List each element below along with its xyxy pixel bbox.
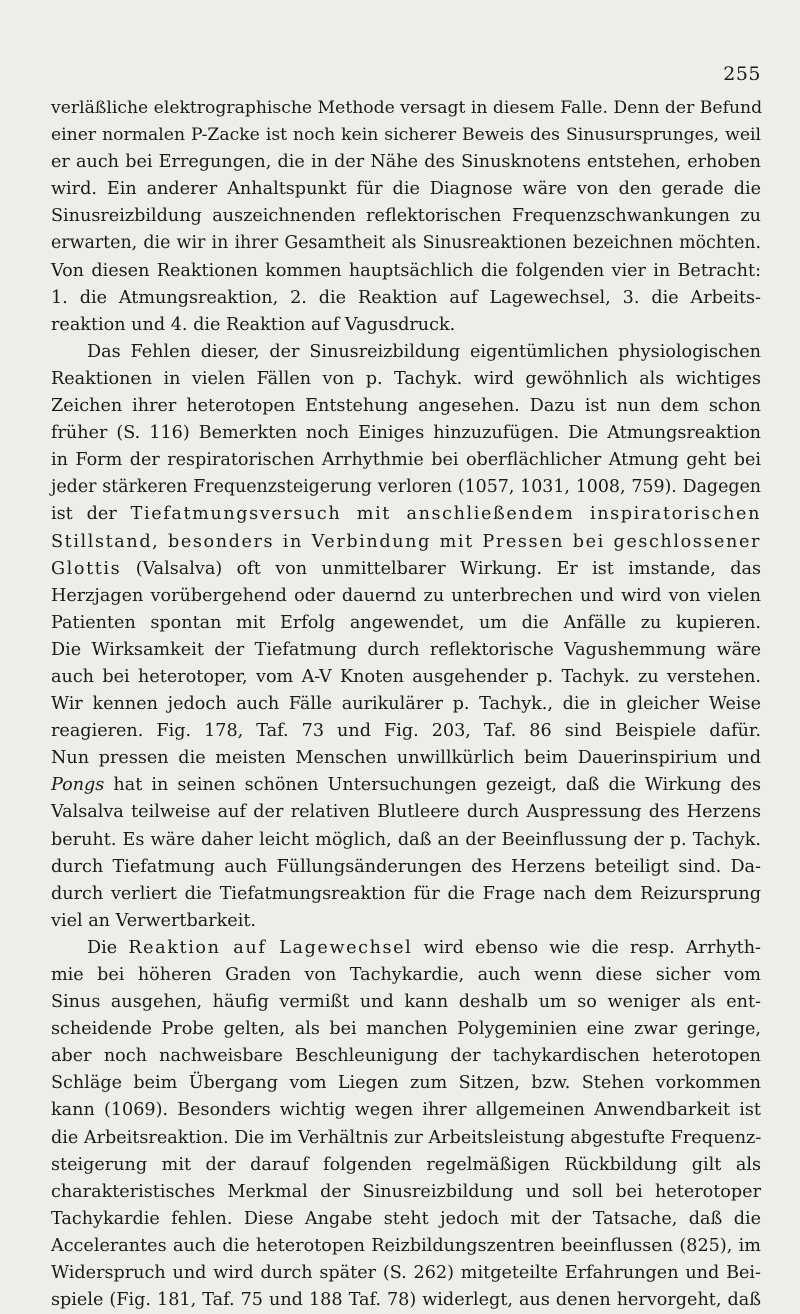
text-run: durch verliert die Tiefatmungsreaktion für die Frage nach dem Reizursprung (51, 883, 761, 904)
text-line (51, 1179, 761, 1206)
text-run: 1. die Atmungsreaktion, 2. die Reaktion auf Lagewechsel, 3. die Arbeits- (51, 287, 761, 308)
text-run: Zeichen ihrer heterotopen Entstehung angesehen. Dazu ist nun dem schon (51, 396, 761, 417)
text-line (51, 962, 761, 989)
text-line (51, 556, 761, 583)
text-line (51, 258, 761, 285)
text-run: reaktion und 4. die Reaktion auf Vagusdruck. (51, 314, 456, 335)
text-run: wird. Ein anderer Anhaltspunkt für die Diagnose wäre von den gerade die (51, 179, 761, 200)
text-run: wird ebenso wie die resp. Arrhyth- (412, 937, 761, 958)
text-run: hat in seinen schönen Untersuchungen gezeigt, daß die Wirkung des (104, 775, 761, 796)
emphasized-text: Reaktion auf Lagewechsel (128, 937, 413, 958)
text-run: Patienten spontan mit Erfolg angewendet, um die Anfälle zu kupieren. (51, 612, 761, 633)
text-line (51, 230, 761, 257)
text-run: Sinusreizbildung auszeichnenden reflektorischen Frequenzschwankungen zu (51, 206, 761, 227)
text-run: in Form der respiratorischen Arrhythmie bei oberflächlicher Atmung geht bei (51, 450, 761, 471)
text-line (51, 1152, 761, 1179)
text-line (51, 285, 761, 312)
text-line (51, 312, 761, 339)
text-run: viel an Verwertbarkeit. (51, 910, 256, 931)
text-line (51, 1070, 761, 1097)
text-line (51, 366, 761, 393)
text-run: Sinus ausgehen, häufig vermißt und kann deshalb um so weniger als ent- (51, 992, 761, 1013)
text-run: Herzjagen vorübergehend oder dauernd zu unterbrechen und wird von vielen (51, 585, 761, 606)
text-run: spiele (Fig. 181, Taf. 75 und 188 Taf. 78) widerlegt, aus denen hervorgeht, daß (51, 1290, 761, 1311)
text-run: Accelerantes auch die heterotopen Reizbildungszentren beeinflussen (825), im (51, 1235, 761, 1256)
text-run: scheidende Probe gelten, als bei manchen Polygeminien eine zwar geringe, (51, 1019, 761, 1040)
text-line (51, 203, 761, 230)
text-line (51, 637, 761, 664)
text-line (51, 583, 761, 610)
text-run: früher (S. 116) Bemerkten noch Einiges hinzuzufügen. Die Atmungsreaktion (51, 423, 761, 444)
text-run: Die Wirksamkeit der Tiefatmung durch reflektorische Vagushemmung wäre (51, 639, 761, 660)
text-run: Wir kennen jedoch auch Fälle aurikulärer p. Tachyk., die in gleicher Weise (51, 694, 761, 715)
text-line (51, 827, 761, 854)
text-line (51, 610, 761, 637)
text-line (51, 501, 761, 528)
text-line (51, 1125, 761, 1152)
text-run: Die (87, 937, 129, 958)
text-run: erwarten, die wir in ihrer Gesamtheit als Sinusreaktionen bezeichnen möchten. (51, 233, 761, 254)
text-line (51, 176, 761, 203)
text-run: charakteristisches Merkmal der Sinusreizbildung und soll bei heterotoper (51, 1181, 761, 1202)
text-run: Widerspruch und wird durch später (S. 262) mitgeteilte Erfahrungen und Bei- (51, 1263, 761, 1284)
text-run: jeder stärkeren Frequenzsteigerung verloren (1057, 1031, 1008, 759). Dagegen (51, 477, 761, 498)
text-line (51, 95, 761, 122)
emphasized-text: Glottis (51, 558, 122, 579)
text-line (51, 1233, 761, 1260)
text-line (51, 1206, 761, 1233)
text-line (51, 393, 761, 420)
text-line (51, 664, 761, 691)
text-line (51, 447, 761, 474)
text-run: Das Fehlen dieser, der Sinusreizbildung eigentümlichen physiologischen (87, 341, 761, 362)
text-line (51, 989, 761, 1016)
text-line (51, 935, 761, 962)
text-run: steigerung mit der darauf folgenden regelmäßigen Rückbildung gilt als (51, 1154, 761, 1175)
text-run: einer normalen P-Zacke ist noch kein sicherer Beweis des Sinusursprunges, weil (51, 125, 761, 146)
text-line (51, 881, 761, 908)
text-line (51, 1097, 761, 1124)
text-line (51, 718, 761, 745)
text-line (51, 529, 761, 556)
text-line (51, 420, 761, 447)
text-run: durch Tiefatmung auch Füllungsänderungen des Herzens beteiligt sind. Da- (51, 856, 761, 877)
text-line (51, 1260, 761, 1287)
body-text (51, 95, 761, 1314)
text-run: ist der (51, 504, 131, 525)
text-line (51, 149, 761, 176)
text-line (51, 1016, 761, 1043)
emphasized-text: Tiefatmungsversuch mit anschließendem inspiratorischen (130, 504, 761, 525)
text-run: er auch bei Erregungen, die in der Nähe des Sinusknotens entstehen, erhoben (51, 152, 761, 173)
text-run: kann (1069). Besonders wichtig wegen ihrer allgemeinen Anwendbarkeit ist (51, 1100, 761, 1121)
text-run: reagieren. Fig. 178, Taf. 73 und Fig. 203, Taf. 86 sind Beispiele dafür. (51, 721, 761, 742)
text-line (51, 908, 761, 935)
text-run: mie bei höheren Graden von Tachykardie, auch wenn diese sicher vom (51, 965, 761, 985)
text-line (51, 122, 761, 149)
italic-name: Pongs (51, 775, 105, 796)
text-run: Valsalva teilweise auf der relativen Blutleere durch Auspressung des Herzens (51, 802, 761, 823)
text-line (51, 691, 761, 718)
text-run: Nun pressen die meisten Menschen unwillkürlich beim Dauerinspirium und (51, 748, 761, 769)
text-run: Von diesen Reaktionen kommen hauptsächlich die folgenden vier in Betracht: (51, 260, 761, 281)
text-line (51, 799, 761, 826)
text-run: verläßliche elektrographische Methode versagt in diesem Falle. Denn der Befund (51, 98, 763, 118)
text-line (51, 1043, 761, 1070)
text-run: Schläge beim Übergang vom Liegen zum Sitzen, bzw. Stehen vorkommen (51, 1073, 761, 1094)
text-run: beruht. Es wäre daher leicht möglich, daß an der Beeinflussung der p. Tachyk. (51, 829, 761, 850)
text-line (51, 474, 761, 501)
text-run: (Valsalva) oft von unmittelbarer Wirkung. Er ist imstande, das (121, 558, 761, 579)
text-line (51, 745, 761, 772)
text-run: aber noch nachweisbare Beschleunigung der tachykardischen heterotopen (51, 1046, 761, 1067)
text-line (51, 772, 761, 799)
text-line (51, 339, 761, 366)
text-run: die Arbeitsreaktion. Die im Verhältnis zur Arbeitsleistung abgestufte Frequenz- (51, 1127, 762, 1148)
emphasized-text: Stillstand, besonders in Verbindung mit Pressen bei geschlossener (51, 531, 761, 552)
text-line (51, 1287, 761, 1314)
text-run: Reaktionen in vielen Fällen von p. Tachyk. wird gewöhnlich als wichtiges (51, 368, 761, 389)
text-run: Tachykardie fehlen. Diese Angabe steht jedoch mit der Tatsache, daß die (51, 1208, 761, 1229)
page-number: 255 (723, 63, 761, 85)
text-run: auch bei heterotoper, vom A-V Knoten ausgehender p. Tachyk. zu verstehen. (51, 666, 761, 687)
text-line (51, 854, 761, 881)
